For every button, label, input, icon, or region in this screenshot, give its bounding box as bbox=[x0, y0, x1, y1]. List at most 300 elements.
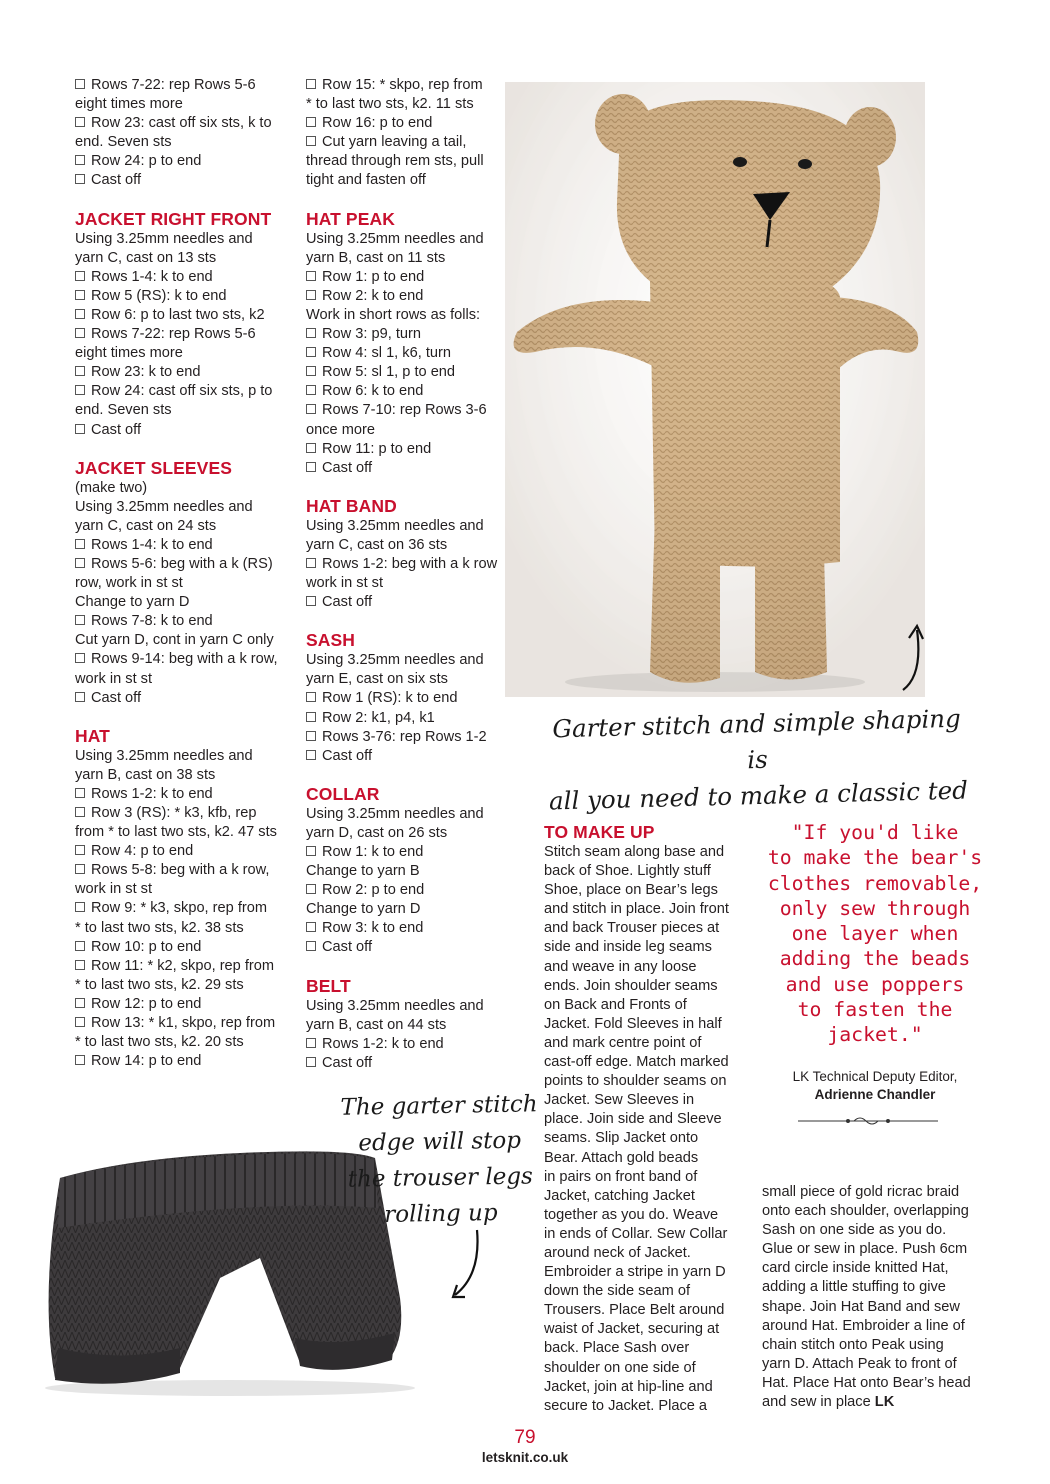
text-line bbox=[544, 996, 744, 1015]
section bbox=[306, 784, 521, 958]
line-text: Row 11: * k2, skpo, rep from bbox=[91, 957, 275, 974]
text-line bbox=[306, 517, 521, 536]
section-heading: BELT bbox=[306, 975, 351, 996]
trousers-caption-line: the trouser legs bbox=[347, 1163, 534, 1193]
line-text: end. Seven sts bbox=[75, 134, 172, 151]
checkbox-icon[interactable] bbox=[75, 902, 85, 912]
text-line bbox=[762, 1221, 980, 1240]
line-text: cast-off edge. Match marked bbox=[544, 1054, 729, 1071]
checklist-row bbox=[75, 152, 297, 171]
line-text: Using 3.25mm needles and bbox=[306, 805, 484, 822]
checklist-row bbox=[306, 363, 521, 382]
checkbox-icon[interactable] bbox=[75, 692, 85, 702]
section-heading: COLLAR bbox=[306, 783, 380, 804]
quote-line: clothes removable, bbox=[767, 871, 983, 895]
quote-line: one layer when bbox=[791, 922, 959, 946]
text-line bbox=[544, 938, 744, 957]
line-text: Work in short rows as folls: bbox=[306, 306, 481, 323]
text-line bbox=[75, 498, 297, 517]
checklist-row bbox=[306, 555, 521, 574]
checklist-row bbox=[75, 689, 297, 708]
line-text: Row 2: k to end bbox=[322, 287, 424, 304]
quote-author: Adrienne Chandler bbox=[814, 1087, 936, 1102]
checkbox-icon[interactable] bbox=[75, 309, 85, 319]
checkbox-icon[interactable] bbox=[75, 941, 85, 951]
section-heading: TO MAKE UP bbox=[544, 822, 655, 842]
page-number: 79 bbox=[514, 1427, 536, 1448]
text-line bbox=[544, 1244, 744, 1263]
text-line bbox=[544, 1263, 744, 1282]
text-line bbox=[306, 95, 521, 114]
checkbox-icon[interactable] bbox=[306, 347, 316, 357]
text-line bbox=[544, 1072, 744, 1091]
text-line bbox=[75, 344, 297, 363]
text-line bbox=[306, 997, 521, 1016]
line-text: and stitch in place. Join front bbox=[544, 901, 729, 918]
trousers-caption-line: edge will stop bbox=[358, 1127, 522, 1157]
section-heading: HAT PEAK bbox=[306, 208, 395, 229]
quote-line: to fasten the bbox=[797, 998, 953, 1022]
line-text: onto each shoulder, overlapping bbox=[762, 1203, 969, 1220]
teddy-bear-photo bbox=[505, 82, 925, 697]
checklist-row bbox=[306, 325, 521, 344]
line-text: eight times more bbox=[75, 345, 183, 362]
text-line bbox=[762, 1298, 980, 1317]
checklist-row bbox=[306, 843, 521, 862]
line-text: Trousers. Place Belt around bbox=[544, 1302, 725, 1319]
pull-quote bbox=[752, 820, 998, 1048]
checklist-row bbox=[75, 536, 297, 555]
text-line bbox=[544, 958, 744, 977]
line-text: Row 11: p to end bbox=[322, 440, 432, 457]
checkbox-icon[interactable] bbox=[306, 1038, 316, 1048]
line-text: Rows 1-4: k to end bbox=[91, 268, 213, 285]
checkbox-icon[interactable] bbox=[75, 174, 85, 184]
line-text: Glue or sew in place. Push 6cm bbox=[762, 1241, 968, 1258]
trousers-caption-line: rolling up bbox=[384, 1200, 498, 1228]
checkbox-icon[interactable] bbox=[306, 846, 316, 856]
line-text: and weave in any loose bbox=[544, 958, 697, 975]
checkbox-icon[interactable] bbox=[306, 290, 316, 300]
line-text: Cast off bbox=[91, 689, 142, 706]
checklist-row bbox=[306, 76, 521, 95]
section bbox=[306, 630, 521, 766]
line-text: Row 23: cast off six sts, k to bbox=[91, 115, 272, 132]
checklist-row bbox=[306, 881, 521, 900]
checkbox-icon[interactable] bbox=[306, 443, 316, 453]
text-line bbox=[762, 1202, 980, 1221]
checkbox-icon[interactable] bbox=[306, 404, 316, 414]
checkbox-icon[interactable] bbox=[75, 117, 85, 127]
text-line bbox=[306, 306, 521, 325]
line-text: chain stitch onto Peak using bbox=[762, 1336, 944, 1353]
checklist-row bbox=[75, 650, 297, 669]
line-text: Row 24: cast off six sts, p to bbox=[91, 383, 273, 400]
checkbox-icon[interactable] bbox=[306, 462, 316, 472]
line-text: together as you do. Weave bbox=[544, 1206, 719, 1223]
text-line bbox=[544, 1359, 744, 1378]
checkbox-icon[interactable] bbox=[306, 366, 316, 376]
checkbox-icon[interactable] bbox=[306, 712, 316, 722]
quote-line: jacket." bbox=[827, 1023, 923, 1047]
line-text: Row 1: k to end bbox=[322, 844, 424, 860]
line-text: Row 1: p to end bbox=[322, 268, 425, 285]
checkbox-icon[interactable] bbox=[75, 653, 85, 663]
checkbox-icon[interactable] bbox=[75, 1017, 85, 1027]
text-line bbox=[306, 152, 521, 171]
line-text: (make two) bbox=[75, 479, 148, 496]
text-line bbox=[75, 133, 297, 152]
line-text: shoulder on one side of bbox=[544, 1359, 696, 1376]
line-text: from * to last two sts, k2. 47 sts bbox=[75, 824, 277, 841]
text-line bbox=[306, 651, 521, 670]
line-text: work in st st bbox=[306, 575, 384, 592]
checkbox-icon[interactable] bbox=[75, 864, 85, 874]
pattern-column-2 bbox=[306, 76, 521, 1073]
text-line bbox=[762, 1336, 980, 1355]
line-text: end. Seven sts bbox=[75, 402, 172, 419]
checkbox-icon[interactable] bbox=[75, 366, 85, 376]
line-text: Jacket, join at hip-line and bbox=[544, 1378, 713, 1395]
line-text: around Hat. Embroider a line of bbox=[762, 1317, 965, 1334]
line-text: Bear. Attach gold beads bbox=[544, 1149, 699, 1166]
text-line bbox=[762, 1355, 980, 1374]
checkbox-icon[interactable] bbox=[75, 328, 85, 338]
line-text: secure to Jacket. Place a bbox=[544, 1397, 708, 1414]
line-text: in pairs on front band of bbox=[544, 1168, 698, 1185]
checkbox-icon[interactable] bbox=[306, 117, 316, 127]
text-line bbox=[75, 823, 297, 842]
line-text: Row 23: k to end bbox=[91, 364, 201, 381]
line-text: Using 3.25mm needles and bbox=[306, 517, 484, 534]
line-text: on Back and Fronts of bbox=[544, 996, 687, 1013]
text-line bbox=[306, 171, 521, 190]
checkbox-icon[interactable] bbox=[306, 558, 316, 568]
checkbox-icon[interactable] bbox=[306, 79, 316, 89]
line-text: Cast off bbox=[322, 459, 373, 476]
text-line bbox=[75, 593, 297, 612]
text-line bbox=[544, 1091, 744, 1110]
checklist-row bbox=[75, 1052, 297, 1071]
line-text: Cast off bbox=[322, 747, 373, 764]
line-text: in ends of Collar. Sew Collar bbox=[544, 1225, 728, 1242]
text-line bbox=[544, 862, 744, 881]
checklist-row bbox=[306, 287, 521, 306]
section-heading: JACKET RIGHT FRONT bbox=[75, 208, 272, 229]
quote-role: LK Technical Deputy Editor, bbox=[792, 1069, 958, 1084]
checkbox-icon[interactable] bbox=[306, 328, 316, 338]
line-text: Row 15: * skpo, rep from bbox=[322, 77, 483, 93]
line-text: Rows 1-2: k to end bbox=[322, 1035, 444, 1052]
checkbox-icon[interactable] bbox=[306, 922, 316, 932]
text-line bbox=[544, 1015, 744, 1034]
line-text: and sew in place bbox=[762, 1394, 871, 1411]
checklist-row bbox=[75, 171, 297, 190]
line-text: Jacket. Sew Sleeves in bbox=[544, 1092, 695, 1109]
checklist-row bbox=[306, 938, 521, 957]
section-heading: HAT BAND bbox=[306, 495, 397, 516]
checkbox-icon[interactable] bbox=[306, 136, 316, 146]
checkbox-icon[interactable] bbox=[75, 271, 85, 281]
checkbox-icon[interactable] bbox=[306, 1057, 316, 1067]
trousers-caption-line: The garter stitch bbox=[340, 1091, 538, 1121]
line-text: Cut yarn leaving a tail, bbox=[322, 134, 467, 151]
line-text: Row 5: sl 1, p to end bbox=[322, 364, 456, 381]
line-text: * to last two sts, k2. 38 sts bbox=[75, 919, 244, 936]
checkbox-icon[interactable] bbox=[75, 424, 85, 434]
checklist-row bbox=[75, 995, 297, 1014]
line-text: Row 14: p to end bbox=[91, 1053, 202, 1070]
line-text: Cast off bbox=[322, 594, 373, 611]
line-text: shape. Join Hat Band and sew bbox=[762, 1298, 960, 1315]
line-text: Row 10: p to end bbox=[91, 938, 202, 955]
text-line bbox=[544, 843, 744, 862]
checkbox-icon[interactable] bbox=[75, 1055, 85, 1065]
line-text: points to shoulder seams on bbox=[544, 1073, 727, 1090]
line-text: and mark centre point of bbox=[544, 1034, 702, 1051]
line-text: Row 5 (RS): k to end bbox=[91, 287, 227, 304]
section bbox=[75, 726, 297, 1072]
line-text: yarn C, cast on 13 sts bbox=[75, 249, 217, 266]
line-text: Stitch seam along base and bbox=[544, 844, 725, 860]
checklist-row bbox=[75, 1014, 297, 1033]
checklist-row bbox=[75, 382, 297, 401]
checklist-row bbox=[75, 957, 297, 976]
checkbox-icon[interactable] bbox=[306, 750, 316, 760]
line-text: back of Shoe. Lightly stuff bbox=[544, 863, 711, 880]
text-line bbox=[306, 824, 521, 843]
checkbox-icon[interactable] bbox=[75, 615, 85, 625]
text-line bbox=[75, 479, 297, 498]
line-text: once more bbox=[306, 421, 375, 438]
line-text: Cast off bbox=[322, 1054, 373, 1071]
pattern-column-1 bbox=[75, 76, 297, 1071]
line-text: yarn C, cast on 36 sts bbox=[306, 536, 448, 553]
checkbox-icon[interactable] bbox=[75, 290, 85, 300]
line-text: Shoe, place on Bear’s legs bbox=[544, 882, 718, 899]
line-text: Rows 5-6: beg with a k (RS) bbox=[91, 555, 273, 572]
text-line bbox=[75, 95, 297, 114]
checklist-row bbox=[75, 861, 297, 880]
text-line bbox=[306, 249, 521, 268]
line-text: yarn D. Attach Peak to front of bbox=[762, 1355, 957, 1372]
checklist-row bbox=[306, 689, 521, 708]
checkbox-icon[interactable] bbox=[75, 155, 85, 165]
text-line bbox=[75, 517, 297, 536]
line-text: yarn B, cast on 11 sts bbox=[306, 249, 446, 266]
checklist-row bbox=[306, 747, 521, 766]
checkbox-icon[interactable] bbox=[306, 596, 316, 606]
quote-line: only sew through bbox=[779, 896, 971, 920]
checkbox-icon[interactable] bbox=[306, 692, 316, 702]
text-line bbox=[544, 1378, 744, 1397]
checkbox-icon[interactable] bbox=[75, 539, 85, 549]
line-text: side and inside leg seams bbox=[544, 939, 712, 956]
text-line bbox=[75, 1033, 297, 1052]
line-text: Rows 1-2: beg with a k row bbox=[322, 555, 498, 572]
text-line bbox=[544, 1225, 744, 1244]
section bbox=[306, 76, 521, 191]
line-text: yarn B, cast on 38 sts bbox=[75, 766, 216, 783]
end-mark: LK bbox=[874, 1394, 895, 1411]
checklist-row bbox=[75, 555, 297, 574]
checkbox-icon[interactable] bbox=[75, 558, 85, 568]
line-text: * to last two sts, k2. 11 sts bbox=[306, 96, 474, 113]
line-text: Change to yarn D bbox=[306, 901, 421, 918]
checkbox-icon[interactable] bbox=[75, 845, 85, 855]
checklist-row bbox=[75, 612, 297, 631]
checkbox-icon[interactable] bbox=[75, 79, 85, 89]
line-text: Row 2: k1, p4, k1 bbox=[322, 709, 435, 726]
section bbox=[544, 822, 744, 1416]
text-line bbox=[544, 1320, 744, 1339]
section bbox=[306, 496, 521, 612]
text-line bbox=[75, 574, 297, 593]
section-heading: SASH bbox=[306, 630, 356, 651]
line-text: Jacket. Fold Sleeves in half bbox=[544, 1015, 722, 1032]
line-text: Change to yarn D bbox=[75, 594, 190, 611]
checklist-row bbox=[75, 938, 297, 957]
text-line bbox=[544, 1339, 744, 1358]
bear-caption-arrow-icon bbox=[895, 620, 935, 695]
text-line bbox=[306, 536, 521, 555]
checklist-row bbox=[306, 728, 521, 747]
text-line bbox=[306, 862, 521, 881]
text-line bbox=[762, 1240, 980, 1259]
bear-caption bbox=[544, 700, 972, 819]
site-url: letsknit.co.uk bbox=[481, 1450, 569, 1465]
line-text: Jacket, catching Jacket bbox=[544, 1187, 695, 1204]
line-text: seams. Slip Jacket onto bbox=[544, 1130, 699, 1147]
checkbox-icon[interactable] bbox=[306, 271, 316, 281]
checklist-row bbox=[306, 593, 521, 612]
text-line bbox=[544, 1110, 744, 1129]
line-text: and back Trouser pieces at bbox=[544, 920, 720, 937]
checklist-row bbox=[306, 709, 521, 728]
text-line bbox=[544, 977, 744, 996]
line-text: tight and fasten off bbox=[306, 172, 426, 189]
quote-attribution bbox=[752, 1068, 998, 1104]
checklist-row bbox=[306, 382, 521, 401]
checkbox-icon[interactable] bbox=[75, 998, 85, 1008]
line-text: row, work in st st bbox=[75, 575, 183, 592]
line-text: thread through rem sts, pull bbox=[306, 153, 484, 170]
section bbox=[75, 209, 297, 440]
line-text: Rows 9-14: beg with a k row, bbox=[91, 651, 278, 668]
text-line bbox=[544, 1301, 744, 1320]
line-text: Rows 7-22: rep Rows 5-6 bbox=[91, 77, 256, 93]
text-line bbox=[75, 631, 297, 650]
text-line bbox=[544, 900, 744, 919]
checklist-row bbox=[306, 440, 521, 459]
line-text: down the side seam of bbox=[544, 1283, 691, 1300]
checklist-row bbox=[306, 459, 521, 478]
make-up-column-continued bbox=[762, 1183, 980, 1412]
line-text: yarn C, cast on 24 sts bbox=[75, 517, 217, 534]
text-line bbox=[762, 1374, 980, 1393]
checklist-row bbox=[306, 1035, 521, 1054]
checklist-row bbox=[306, 401, 521, 420]
line-text: Row 1 (RS): k to end bbox=[322, 690, 458, 707]
line-text: Rows 7-8: k to end bbox=[91, 613, 213, 630]
text-line bbox=[75, 747, 297, 766]
quote-line: and use poppers bbox=[785, 972, 965, 996]
text-line bbox=[762, 1393, 980, 1412]
text-line bbox=[306, 900, 521, 919]
checklist-row bbox=[75, 287, 297, 306]
line-text: Rows 5-8: beg with a k row, bbox=[91, 862, 270, 879]
bear-caption-line: all you need to make a classic ted bbox=[548, 775, 969, 816]
line-text: Cut yarn D, cont in yarn C only bbox=[75, 632, 274, 649]
checkbox-icon[interactable] bbox=[75, 385, 85, 395]
line-text: Row 6: k to end bbox=[322, 383, 424, 400]
text-line bbox=[544, 881, 744, 900]
line-text: work in st st bbox=[75, 881, 153, 898]
checkbox-icon[interactable] bbox=[306, 385, 316, 395]
text-line bbox=[762, 1183, 980, 1202]
line-text: Cast off bbox=[322, 939, 373, 956]
section bbox=[306, 976, 521, 1073]
checkbox-icon[interactable] bbox=[306, 941, 316, 951]
checklist-row bbox=[75, 363, 297, 382]
text-line bbox=[544, 1149, 744, 1168]
line-text: Using 3.25mm needles and bbox=[75, 498, 253, 515]
text-line bbox=[544, 1282, 744, 1301]
line-text: Using 3.25mm needles and bbox=[306, 997, 484, 1014]
line-text: yarn E, cast on six sts bbox=[306, 671, 448, 688]
line-text: Row 6: p to last two sts, k2 bbox=[91, 306, 265, 323]
line-text: Change to yarn B bbox=[306, 863, 420, 880]
line-text: card circle inside knitted Hat, bbox=[762, 1260, 949, 1277]
text-line bbox=[306, 230, 521, 249]
line-text: Row 2: p to end bbox=[322, 882, 425, 899]
checklist-row bbox=[75, 785, 297, 804]
line-text: yarn B, cast on 44 sts bbox=[306, 1016, 447, 1033]
line-text: Row 13: * k1, skpo, rep from bbox=[91, 1015, 276, 1032]
checkbox-icon[interactable] bbox=[75, 788, 85, 798]
checklist-row bbox=[75, 306, 297, 325]
line-text: Row 3: k to end bbox=[322, 920, 424, 937]
line-text: Sash on one side as you do. bbox=[762, 1222, 947, 1239]
line-text: around neck of Jacket. bbox=[544, 1244, 691, 1261]
text-line bbox=[75, 880, 297, 899]
checklist-row bbox=[306, 114, 521, 133]
line-text: work in st st bbox=[75, 670, 153, 687]
line-text: ends. Join shoulder seams bbox=[544, 977, 718, 994]
text-line bbox=[762, 1317, 980, 1336]
checklist-row bbox=[75, 325, 297, 344]
text-line bbox=[75, 976, 297, 995]
checklist-row bbox=[306, 344, 521, 363]
checkbox-icon[interactable] bbox=[306, 731, 316, 741]
text-line bbox=[544, 1397, 744, 1416]
text-line bbox=[544, 1034, 744, 1053]
line-text: Row 4: sl 1, k6, turn bbox=[322, 345, 451, 362]
make-up-column bbox=[544, 822, 744, 1416]
checkbox-icon[interactable] bbox=[75, 960, 85, 970]
trousers-caption-arrow-icon bbox=[445, 1225, 485, 1305]
text-line bbox=[75, 230, 297, 249]
line-text: Row 24: p to end bbox=[91, 153, 202, 170]
text-line bbox=[544, 1129, 744, 1148]
line-text: Cast off bbox=[91, 421, 142, 438]
checkbox-icon[interactable] bbox=[75, 807, 85, 817]
text-line bbox=[544, 1053, 744, 1072]
line-text: Rows 7-10: rep Rows 3-6 bbox=[322, 402, 487, 419]
section-heading: JACKET SLEEVES bbox=[75, 457, 232, 478]
checklist-row bbox=[306, 133, 521, 152]
checkbox-icon[interactable] bbox=[306, 884, 316, 894]
